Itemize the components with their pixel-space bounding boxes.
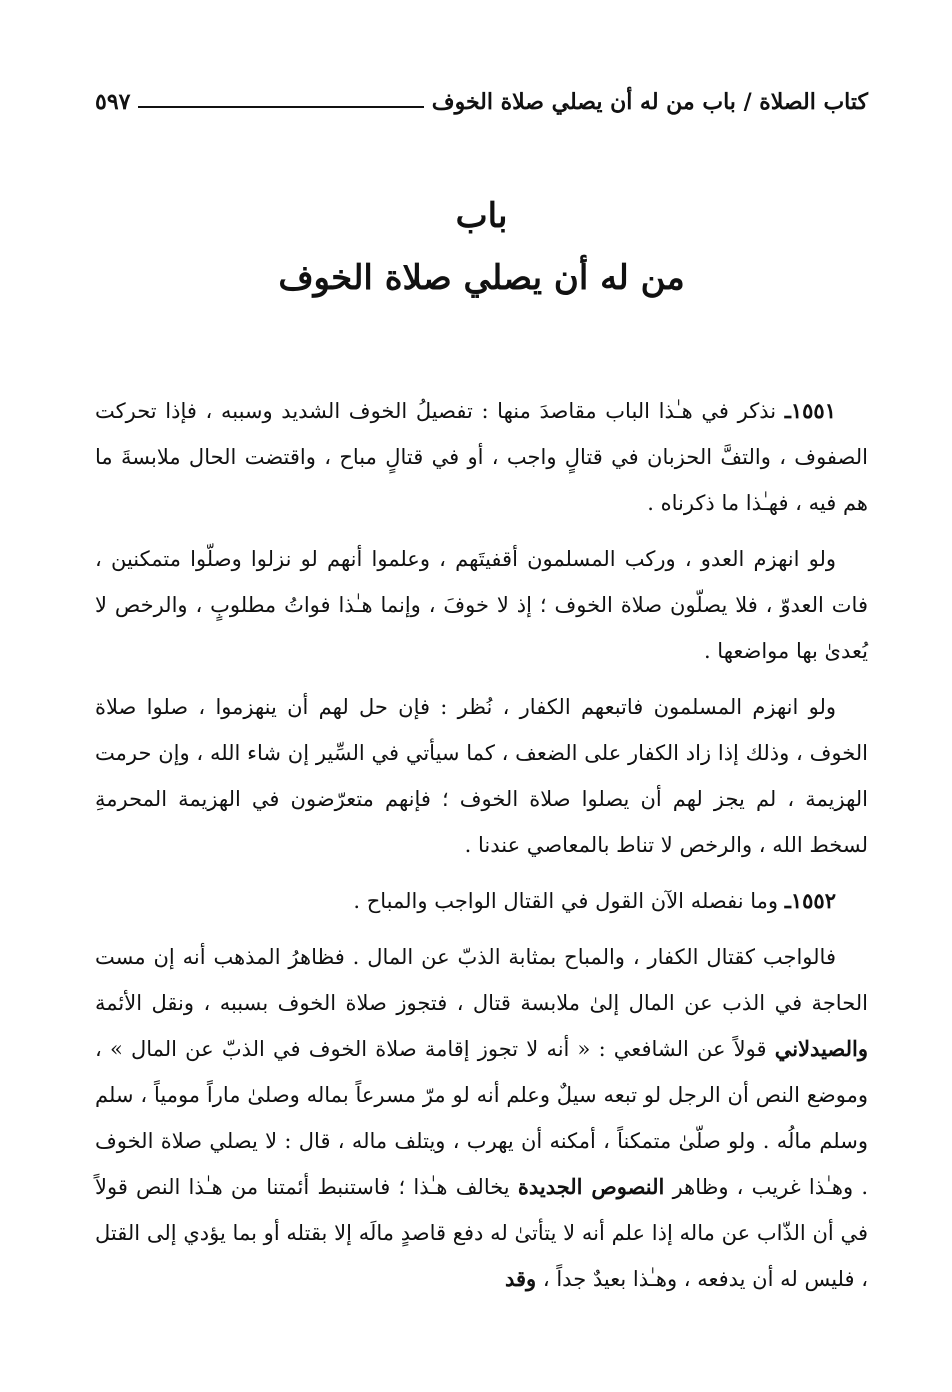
running-header bbox=[95, 84, 868, 120]
body-text bbox=[95, 388, 868, 1312]
chapter-label: باب bbox=[455, 196, 508, 236]
bold-term: والصيدلاني bbox=[774, 1036, 868, 1061]
catchword: وقد bbox=[505, 1266, 537, 1291]
chapter-title: من له أن يصلي صلاة الخوف bbox=[278, 258, 685, 298]
paragraph-text: فالواجب كقتال الكفار ، والمباح بمثابة الذبّ عن المال . فظاهرُ المذهب أنه إن مست الحاجة في الذب عن المال إلىٰ ملابسة قتال ، فتجوز صلاة الخوف بسببه ، ونقل الأئمة bbox=[95, 945, 868, 1015]
header-rule bbox=[138, 106, 423, 108]
paragraph-number: ١٥٥١ـ bbox=[784, 398, 836, 423]
paragraph bbox=[95, 536, 868, 674]
paragraph-text: نذكر في هـٰذا الباب مقاصدَ منها : تفصيلُ الخوف الشديد وسببه ، فإذا تحركت الصفوف ، والتفَّ الحزبان في قتالٍ واجب ، أو في قتالٍ مباح ، واقتضت الحال ملابسةَ ما هم فيه ، فهـٰذا ما ذكرناه . bbox=[95, 399, 868, 515]
paragraph-1551 bbox=[95, 388, 868, 526]
header-title: كتاب الصلاة / باب من له أن يصلي صلاة الخوف bbox=[431, 89, 868, 115]
paragraph-text: ولو انهزم المسلمون فاتبعهم الكفار ، نُظر : فإن حل لهم أن ينهزموا ، صلوا صلاة الخوف ، وذلك إذا زاد الكفار على الضعف ، كما سيأتي في السِّير إن شاء الله ، وإن حرمت الهزيمة ، لم يجز لهم أن يصلوا صلاة الخوف ؛ فإنهم متعرّضون في الهزيمة المحرمةِ لسخط الله ، والرخص لا تناط بالمعاصي عندنا . bbox=[95, 695, 868, 857]
paragraph bbox=[95, 684, 868, 868]
paragraph-number: ١٥٥٢ـ bbox=[784, 888, 836, 913]
bold-term: النصوص الجديدة bbox=[517, 1174, 665, 1199]
paragraph-text: قولاً عن الشافعي : « أنه لا تجوز إقامة صلاة الخوف في الذبّ عن المال » ، وموضع النص أن الرجل لو تبعه سيلٌ وعلم أنه لو مرّ مسرعاً بماله وصلىٰ ماراً مومياً ، سلم وسلم مالُه . ولو صلّىٰ متمكناً ، أمكنه أن يهرب ، ويتلف ماله ، قال : لا يصلي صلاة الخوف . وهـٰذا غريب ، وظاهر bbox=[95, 1037, 868, 1199]
paragraph-1552 bbox=[95, 878, 868, 924]
paragraph-text: ولو انهزم العدو ، وركب المسلمون أقفيتَهم ، وعلموا أنهم لو نزلوا وصلّوا متمكنين ، فات العدوّ ، فلا يصلّون صلاة الخوف ؛ إذ لا خوفَ ، وإنما هـٰذا فواتُ مطلوبٍ ، والرخص لا يُعدىٰ بها مواضعها . bbox=[95, 547, 868, 663]
page-number: ٥٩٧ bbox=[95, 89, 131, 115]
paragraph-text: وما نفصله الآن القول في القتال الواجب والمباح . bbox=[353, 889, 785, 913]
book-page bbox=[95, 0, 868, 1392]
paragraph-text: يخالف هـٰذا ؛ فاستنبط أئمتنا من هـٰذا النص قولاً في أن الذّاب عن ماله إذا علم أنه لا يتأتىٰ له دفع قاصدٍ مالَه إلا بقتله أو بما يؤدي إلى القتل ، فليس له أن يدفعه ، وهـٰذا بعيدٌ جداً ، bbox=[95, 1175, 868, 1291]
paragraph bbox=[95, 934, 868, 1302]
